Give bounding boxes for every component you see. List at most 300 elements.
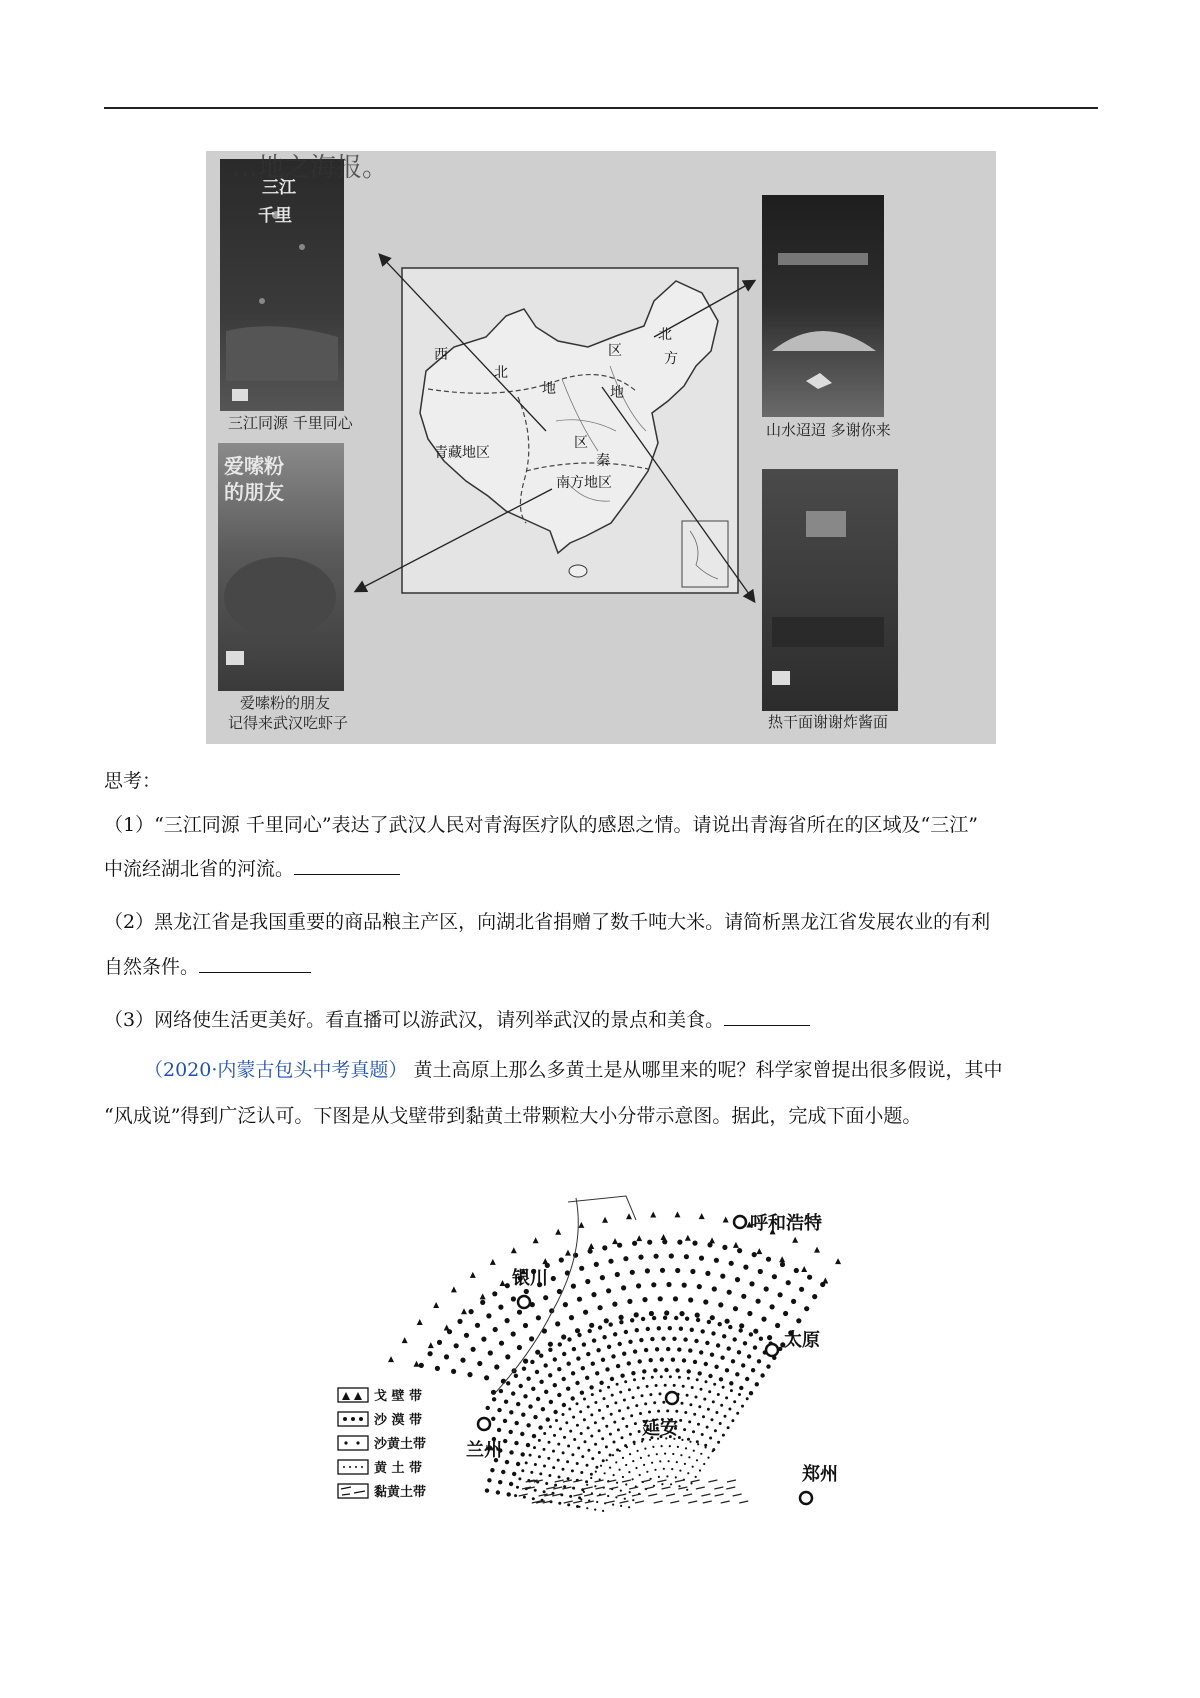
clay-stroke	[688, 1501, 697, 1503]
particle-dot	[720, 1274, 725, 1279]
question-2-line-1: （2）黑龙江省是我国重要的商品粮主产区，向湖北省捐赠了数千吨大米。请简析黑龙江省发展农业的有利	[104, 911, 991, 933]
particle-dot	[464, 1333, 469, 1338]
particle-dot	[581, 1455, 584, 1458]
particle-dot	[723, 1216, 729, 1222]
particle-dot	[493, 1327, 498, 1332]
particle-dot	[592, 1338, 596, 1342]
particle-dot	[731, 1419, 734, 1422]
particle-dot	[522, 1367, 526, 1371]
particle-dot	[567, 1477, 570, 1480]
map-label-qingzang: 青藏地区	[434, 445, 490, 461]
particle-dot	[535, 1370, 539, 1374]
particle-dot	[687, 1438, 690, 1441]
particle-dot	[565, 1421, 568, 1424]
question-1-line-1: （1）“三江同源 千里同心”表达了武汉人民对青海医疗队的感恩之情。请说出青海省所在的区域及“三江”	[104, 814, 978, 836]
particle-dot	[615, 1496, 617, 1498]
particle-dot	[743, 1265, 748, 1270]
particle-dot	[712, 1450, 714, 1452]
particle-dot	[661, 1483, 663, 1485]
particle-dot	[509, 1450, 513, 1454]
particle-dot	[571, 1284, 576, 1289]
particle-dot	[674, 1211, 680, 1217]
particle-dot	[544, 1390, 548, 1394]
particle-dot	[786, 1280, 791, 1285]
particle-dot	[741, 1363, 745, 1367]
particle-dot	[783, 1311, 788, 1316]
legend-item-clay-loess	[338, 1484, 426, 1500]
particle-dot	[496, 1490, 500, 1494]
particle-dot	[753, 1345, 757, 1349]
particle-dot	[568, 1408, 571, 1411]
clay-stroke	[617, 1494, 626, 1496]
particle-dot	[541, 1407, 545, 1411]
particle-dot	[722, 1434, 725, 1437]
particle-dot	[532, 1497, 535, 1500]
particle-dot	[511, 1247, 517, 1253]
particle-dot	[688, 1456, 690, 1458]
particle-dot	[650, 1211, 656, 1217]
particle-dot	[794, 1268, 799, 1273]
particle-dot	[600, 1465, 602, 1467]
answer-blank-1[interactable]	[294, 854, 400, 875]
particle-dot	[663, 1316, 667, 1320]
particle-dot	[594, 1485, 596, 1487]
particle-dot	[669, 1445, 671, 1447]
particle-dot	[596, 1501, 598, 1503]
particle-dot	[779, 1256, 785, 1262]
particle-dot	[671, 1358, 675, 1362]
particle-dot	[679, 1327, 683, 1331]
particle-dot	[696, 1459, 698, 1461]
particle-dot	[402, 1337, 408, 1343]
particle-dot	[727, 1346, 731, 1350]
particle-dot	[543, 1490, 546, 1493]
clay-stroke	[584, 1487, 593, 1489]
particle-dot	[693, 1450, 695, 1452]
particle-bands	[388, 1211, 841, 1512]
particle-dot	[504, 1400, 508, 1404]
particle-dot	[575, 1328, 580, 1333]
particle-dot	[451, 1286, 457, 1292]
particle-dot	[708, 1390, 711, 1393]
particle-dot	[718, 1322, 722, 1326]
particle-dot	[645, 1268, 650, 1273]
particle-dot	[616, 1364, 620, 1368]
particle-dot	[610, 1413, 613, 1416]
particle-dot	[688, 1420, 691, 1423]
particle-dot	[586, 1464, 589, 1467]
particle-dot	[562, 1403, 566, 1407]
particle-dot	[575, 1381, 579, 1385]
particle-dot	[461, 1308, 467, 1314]
particle-dot	[602, 1245, 607, 1250]
legend-label-loess: 黄 土 带	[374, 1461, 423, 1476]
particle-dot	[602, 1459, 605, 1462]
particle-dot	[499, 1341, 504, 1346]
particle-dot	[546, 1417, 550, 1421]
poster-caption-bottom-right: 热干面谢谢炸酱面	[768, 713, 889, 731]
particle-dot	[772, 1274, 777, 1279]
answer-blank-3[interactable]	[724, 1005, 810, 1026]
hainan-island	[569, 565, 587, 577]
particle-dot	[635, 1467, 637, 1469]
particle-dot	[688, 1297, 693, 1302]
particle-dot	[571, 1453, 574, 1456]
particle-dot	[507, 1492, 511, 1496]
particle-dot	[554, 1484, 557, 1487]
particle-dot	[679, 1470, 681, 1472]
map-label-nanfang: 南方地区	[556, 475, 612, 491]
particle-dot	[571, 1371, 575, 1375]
city-label-taiyuan: 太原	[784, 1330, 820, 1351]
particle-dot	[632, 1478, 634, 1480]
map-label-di2: 地	[610, 385, 624, 401]
legend-item-loess	[338, 1460, 422, 1476]
particle-dot	[635, 1404, 638, 1407]
particle-dot	[716, 1343, 720, 1347]
particle-dot	[814, 1247, 820, 1253]
particle-dot	[799, 1287, 804, 1292]
particle-dot	[631, 1371, 635, 1375]
particle-dot	[563, 1302, 568, 1307]
particle-dot	[562, 1352, 566, 1356]
particle-dot	[488, 1350, 493, 1355]
particle-dot	[632, 1396, 635, 1399]
particle-dot	[749, 1281, 754, 1286]
particle-dot	[523, 1394, 527, 1398]
particle-dot	[529, 1454, 532, 1457]
particle-dot	[707, 1242, 712, 1247]
particle-dot	[703, 1398, 706, 1401]
particle-dot	[672, 1453, 674, 1455]
particle-dot	[678, 1485, 680, 1487]
particle-dot	[753, 1329, 758, 1334]
particle-dot	[602, 1335, 606, 1339]
particle-dot	[633, 1378, 636, 1381]
particle-dot	[648, 1411, 651, 1414]
particle-dot	[722, 1245, 727, 1250]
particle-dot	[705, 1271, 710, 1276]
poster-map-svg	[206, 151, 996, 744]
particle-dot	[428, 1351, 433, 1356]
clay-stroke	[683, 1494, 692, 1496]
particle-dot	[646, 1471, 648, 1473]
particle-dot	[737, 1350, 741, 1354]
particle-dot	[557, 1367, 561, 1371]
particle-dot	[494, 1364, 499, 1369]
particle-dot	[571, 1396, 575, 1400]
particle-dot	[549, 1425, 552, 1428]
particle-dot	[613, 1441, 616, 1444]
particle-dot	[579, 1410, 582, 1413]
particle-dot	[747, 1354, 751, 1358]
particle-dot	[562, 1413, 565, 1416]
particle-dot	[728, 1408, 731, 1411]
particle-dot	[526, 1423, 530, 1427]
particle-dot	[711, 1418, 714, 1421]
clay-stroke	[648, 1494, 657, 1496]
particle-dot	[486, 1313, 491, 1318]
particle-dot	[487, 1478, 491, 1482]
particle-dot	[567, 1337, 571, 1341]
particle-dot	[679, 1419, 682, 1422]
particle-dot	[480, 1300, 485, 1305]
particle-dot	[500, 1280, 506, 1286]
clay-stroke	[657, 1480, 666, 1482]
particle-dot	[693, 1413, 696, 1416]
particle-dot	[579, 1266, 584, 1271]
particle-dot	[509, 1482, 513, 1486]
particle-dot	[649, 1358, 653, 1362]
particle-dot	[704, 1362, 708, 1366]
particle-dot	[598, 1325, 602, 1329]
particle-dot	[607, 1386, 610, 1389]
poster-top-left	[220, 159, 344, 411]
particle-dot	[739, 1323, 744, 1328]
clay-stroke	[733, 1494, 742, 1496]
particle-dot	[549, 1400, 553, 1404]
city-lanzhou	[466, 1418, 502, 1461]
particle-dot	[595, 1466, 598, 1469]
particle-dot	[596, 1348, 600, 1352]
particle-dot	[533, 1446, 536, 1449]
particle-dot	[548, 1474, 551, 1477]
particle-dot	[454, 1343, 459, 1348]
poster-title-bottom-left-2: 的朋友	[224, 480, 284, 504]
city-yanan	[642, 1392, 678, 1439]
particle-dot	[652, 1316, 656, 1320]
particle-dot	[388, 1356, 394, 1362]
particle-dot	[666, 1347, 670, 1351]
particle-dot	[642, 1377, 645, 1380]
question-1-line-2	[104, 854, 400, 882]
particle-dot	[467, 1372, 472, 1377]
clay-stroke	[721, 1501, 730, 1503]
particle-dot	[563, 1436, 566, 1439]
particle-dot	[791, 1299, 796, 1304]
particle-dot	[792, 1237, 798, 1243]
particle-dot	[621, 1285, 626, 1290]
particle-dot	[696, 1318, 700, 1322]
particle-dot	[547, 1457, 550, 1460]
legend-label-clay-loess: 黏黄土带	[374, 1485, 427, 1500]
particle-dot	[700, 1388, 703, 1391]
particle-dot	[812, 1294, 817, 1299]
particle-dot	[573, 1438, 576, 1441]
particle-dot	[559, 1427, 562, 1430]
particle-dot	[586, 1507, 588, 1509]
particle-dot	[492, 1397, 496, 1401]
particle-dot	[666, 1409, 669, 1412]
particle-dot	[591, 1362, 595, 1366]
particle-dot	[619, 1320, 623, 1324]
particle-dot	[686, 1489, 688, 1491]
particle-dot	[717, 1393, 720, 1396]
particle-dot	[653, 1368, 657, 1372]
particle-dot	[692, 1466, 694, 1468]
particle-dot	[644, 1448, 646, 1450]
particle-dot	[735, 1277, 740, 1282]
particle-dot	[567, 1445, 570, 1448]
particle-dot	[699, 1469, 701, 1471]
map-legend	[338, 1388, 426, 1500]
particle-dot	[749, 1332, 753, 1336]
particle-dot	[602, 1417, 605, 1420]
particle-dot	[695, 1313, 700, 1318]
particle-dot	[523, 1323, 528, 1328]
particle-dot	[658, 1296, 663, 1301]
particle-dot	[677, 1347, 681, 1351]
particle-dot	[548, 1348, 552, 1352]
particle-dot	[635, 1328, 639, 1332]
particle-dot	[719, 1377, 723, 1381]
particle-dot	[683, 1428, 686, 1431]
particle-dot	[516, 1486, 519, 1489]
question-source: （2020·内蒙古包头中考真题）	[144, 1059, 408, 1081]
particle-dot	[638, 1359, 642, 1363]
particle-dot	[610, 1377, 614, 1381]
particle-dot	[551, 1276, 556, 1281]
particle-dot	[585, 1480, 588, 1483]
intro-text-1: 黄土高原上那么多黄土是从哪里来的呢？科学家曾提出很多假说，其中	[413, 1059, 1003, 1081]
particle-dot	[661, 1234, 667, 1240]
particle-dot	[760, 1373, 764, 1377]
particle-dot	[646, 1385, 649, 1388]
map-label-xi: 西	[434, 347, 448, 363]
particle-dot	[733, 1400, 736, 1403]
particle-dot	[656, 1453, 658, 1455]
particle-dot	[605, 1445, 608, 1448]
particle-dot	[796, 1318, 801, 1323]
particle-dot	[567, 1362, 571, 1366]
particle-dot	[562, 1377, 566, 1381]
particle-dot	[545, 1482, 548, 1485]
particle-dot	[580, 1498, 582, 1500]
particle-dot	[620, 1374, 624, 1378]
particle-dot	[634, 1312, 639, 1317]
particle-dot	[526, 1377, 530, 1381]
particle-dot	[613, 1421, 616, 1424]
particle-dot	[553, 1434, 556, 1437]
particle-dot	[548, 1342, 553, 1347]
particle-dot	[663, 1468, 665, 1470]
city-label-zhengzhou: 郑州	[802, 1464, 838, 1485]
particle-dot	[725, 1368, 729, 1372]
poster-title-top-left: 三江	[262, 178, 296, 198]
particle-dot	[661, 1337, 665, 1341]
particle-dot	[764, 1286, 769, 1291]
particle-dot	[651, 1462, 653, 1464]
particle-dot	[688, 1348, 692, 1352]
particle-dot	[609, 1322, 613, 1326]
particle-dot	[555, 1419, 558, 1422]
particle-dot	[690, 1482, 692, 1484]
particle-dot	[601, 1437, 604, 1440]
answer-blank-2[interactable]	[199, 952, 311, 973]
city-label-yinchuan: 银川	[512, 1268, 548, 1289]
particle-dot	[511, 1391, 515, 1395]
clay-stroke	[563, 1480, 572, 1482]
particle-dot	[616, 1448, 619, 1451]
particle-dot	[519, 1384, 523, 1388]
particle-dot	[613, 1332, 617, 1336]
clay-stroke	[727, 1480, 736, 1482]
particle-dot	[543, 1448, 546, 1451]
cropped-heading-fragment: …地之海报。	[232, 153, 389, 183]
particle-dot	[692, 1430, 695, 1433]
particle-dot	[505, 1460, 509, 1464]
particle-dot	[638, 1430, 641, 1433]
particle-dot	[594, 1421, 597, 1424]
particle-dot	[641, 1440, 643, 1442]
particle-dot	[746, 1397, 749, 1400]
particle-dot	[625, 1483, 627, 1485]
particle-dot	[538, 1439, 541, 1442]
particle-dot	[530, 1471, 533, 1474]
particle-dot	[506, 1381, 510, 1385]
clay-stroke	[701, 1494, 710, 1496]
particle-dot	[605, 1425, 608, 1428]
particle-dot	[447, 1329, 452, 1334]
particle-dot	[664, 1384, 667, 1387]
particle-dot	[588, 1249, 593, 1254]
legend-label-gobi: 戈 壁 带	[374, 1389, 423, 1404]
particle-dot	[714, 1429, 717, 1432]
particle-dot	[620, 1505, 622, 1507]
particle-dot	[703, 1463, 705, 1465]
particle-dot	[681, 1439, 683, 1441]
poster-caption-bottom-left-2: 记得来武汉吃虾子	[228, 714, 349, 732]
particle-dot	[632, 1241, 637, 1246]
particle-dot	[639, 1412, 642, 1415]
particle-dot	[619, 1469, 621, 1471]
particle-dot	[758, 1269, 763, 1274]
particle-dot	[572, 1416, 575, 1419]
particle-dot	[725, 1319, 730, 1324]
particle-dot	[628, 1388, 631, 1391]
particle-dot	[589, 1323, 594, 1328]
particle-dot	[710, 1353, 714, 1357]
particle-dot	[491, 1390, 496, 1395]
particle-dot	[590, 1477, 592, 1479]
particle-dot	[630, 1270, 635, 1275]
particle-dot	[566, 1387, 570, 1391]
particle-dot	[741, 1405, 744, 1408]
particle-dot	[588, 1329, 592, 1333]
clay-stroke	[691, 1480, 700, 1482]
particle-dot	[611, 1394, 614, 1397]
particle-dot	[629, 1491, 631, 1493]
particle-dot	[600, 1275, 605, 1280]
particle-dot	[553, 1410, 557, 1414]
particle-dot	[622, 1352, 626, 1356]
particle-dot	[640, 1457, 642, 1459]
particle-dot	[623, 1399, 626, 1402]
particle-dot	[598, 1451, 601, 1454]
particle-dot	[697, 1284, 702, 1289]
particle-dot	[675, 1476, 677, 1478]
particle-dot	[626, 1446, 628, 1448]
particle-dot	[566, 1460, 569, 1463]
particle-dot	[557, 1459, 560, 1462]
particle-dot	[413, 1361, 419, 1367]
particle-dot	[583, 1418, 586, 1421]
particle-dot	[460, 1358, 465, 1363]
question-1-text: 中流经湖北省的河流。	[104, 858, 295, 880]
particle-dot	[715, 1411, 718, 1414]
particle-dot	[543, 1295, 548, 1300]
particle-dot	[558, 1502, 561, 1505]
